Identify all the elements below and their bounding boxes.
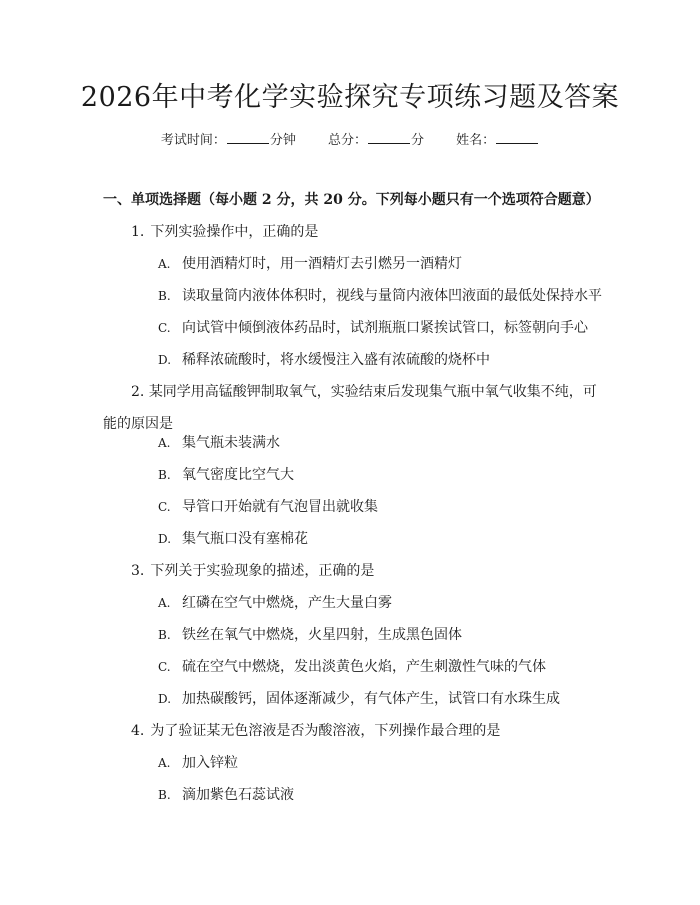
option-text: 滴加紫色石蕊试液 xyxy=(182,787,294,803)
option-text: 硫在空气中燃烧，发出淡黄色火焰，产生刺激性气味的气体 xyxy=(182,659,546,675)
option-letter: B. xyxy=(158,628,171,642)
option-3b xyxy=(158,624,462,646)
option-letter: D. xyxy=(158,692,172,706)
option-letter: B. xyxy=(158,468,171,482)
student-name-blank xyxy=(496,131,538,144)
option-letter: A. xyxy=(158,596,171,610)
option-text: 向试管中倾倒液体药品时，试剂瓶瓶口紧挨试管口，标签朝向手心 xyxy=(182,320,588,336)
student-name-field xyxy=(456,133,539,148)
total-score-blank xyxy=(368,131,410,144)
exam-time-label: 考试时间： xyxy=(160,133,226,148)
option-3a xyxy=(158,592,392,614)
option-2d xyxy=(158,528,308,550)
option-letter: C. xyxy=(158,660,171,674)
option-text: 加入锌粒 xyxy=(182,755,238,771)
exam-time-blank xyxy=(227,131,269,144)
option-letter: C. xyxy=(158,321,171,335)
option-text: 红磷在空气中燃烧，产生大量白雾 xyxy=(182,595,392,611)
option-text: 稀释浓硫酸时，将水缓慢注入盛有浓硫酸的烧杯中 xyxy=(182,352,490,368)
question-2 xyxy=(103,376,603,440)
option-letter: B. xyxy=(158,289,171,303)
option-letter: D. xyxy=(158,353,172,367)
exam-time-unit: 分钟 xyxy=(269,133,296,148)
option-text: 氧气密度比空气大 xyxy=(182,467,294,483)
option-1b xyxy=(158,285,602,307)
option-letter: A. xyxy=(158,257,171,271)
question-text: 为了验证某无色溶液是否为酸溶液，下列操作最合理的是 xyxy=(150,723,501,739)
option-1a xyxy=(158,253,462,275)
option-2c xyxy=(158,496,378,518)
option-text: 集气瓶未装满水 xyxy=(182,435,280,451)
page-title: 2026年中考化学实验探究专项练习题及答案 xyxy=(80,82,620,113)
option-letter: A. xyxy=(158,436,171,450)
option-letter: A. xyxy=(158,756,171,770)
option-text: 读取量筒内液体体积时，视线与量筒内液体凹液面的最低处保持水平 xyxy=(182,288,602,304)
question-1 xyxy=(131,221,601,243)
option-letter: C. xyxy=(158,500,171,514)
option-text: 加热碳酸钙，固体逐渐减少，有气体产生，试管口有水珠生成 xyxy=(182,691,560,707)
option-3d xyxy=(158,688,560,710)
option-letter: B. xyxy=(158,788,171,802)
exam-time-field xyxy=(161,133,296,148)
total-score-label: 总分： xyxy=(327,133,367,148)
option-text: 使用酒精灯时，用一酒精灯去引燃另一酒精灯 xyxy=(182,256,462,272)
question-number: 2. xyxy=(131,384,145,400)
total-score-unit: 分 xyxy=(411,133,425,148)
question-text: 下列实验操作中，正确的是 xyxy=(150,224,319,240)
question-4 xyxy=(131,720,601,742)
total-score-field xyxy=(328,133,424,148)
option-1c xyxy=(158,317,588,339)
question-text: 某同学用高锰酸钾制取氧气，实验结束后发现集气瓶中氧气收集不纯，可能的原因是 xyxy=(103,384,597,432)
exam-info-line xyxy=(0,131,700,151)
option-text: 铁丝在氧气中燃烧，火星四射，生成黑色固体 xyxy=(182,627,462,643)
option-letter: D. xyxy=(158,532,172,546)
option-3c xyxy=(158,656,546,678)
option-2b xyxy=(158,464,294,486)
question-number: 1. xyxy=(131,224,145,240)
question-number: 4. xyxy=(131,723,145,739)
question-number: 3. xyxy=(131,563,145,579)
question-3 xyxy=(131,560,601,582)
student-name-label: 姓名： xyxy=(456,133,496,148)
option-1d xyxy=(158,349,490,371)
question-text: 下列关于实验现象的描述，正确的是 xyxy=(150,563,375,579)
option-text: 集气瓶口没有塞棉花 xyxy=(182,531,308,547)
option-4b xyxy=(158,784,294,806)
section-heading: 一、单项选择题（每小题 2 分，共 20 分。下列每小题只有一个选项符合题意） xyxy=(103,192,600,208)
option-4a xyxy=(158,752,238,774)
option-text: 导管口开始就有气泡冒出就收集 xyxy=(182,499,378,515)
option-2a xyxy=(158,432,280,454)
